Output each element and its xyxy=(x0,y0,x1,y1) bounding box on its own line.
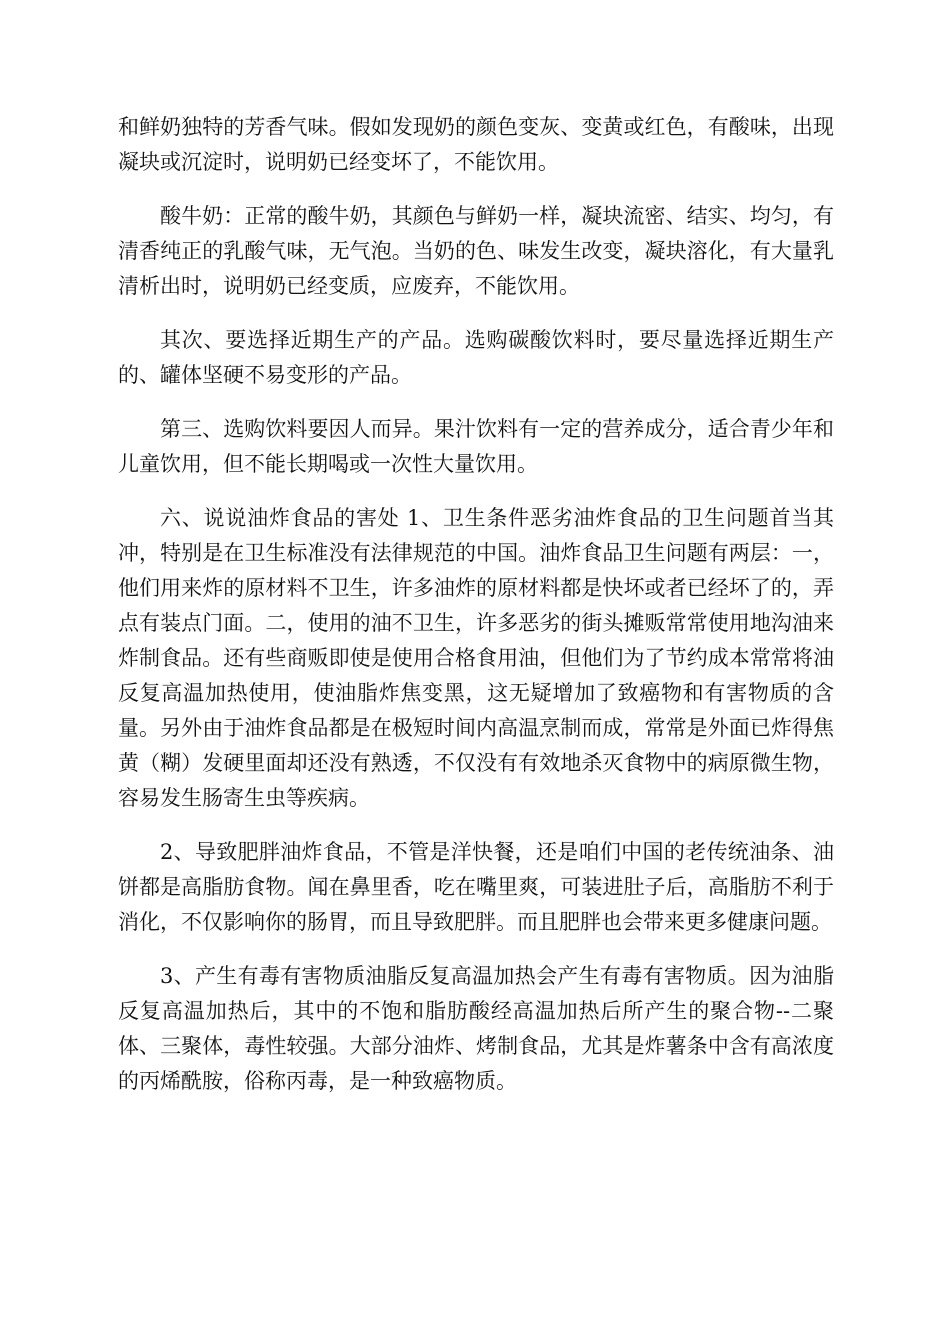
paragraph-fried-food-obesity: 2、导致肥胖油炸食品，不管是洋快餐，还是咱们中国的老传统油条、油饼都是高脂肪食物。闻在鼻里香，吃在嘴里爽，可装进肚子后，高脂肪不利于消化，不仅影响你的肠胃，而且导致肥胖。而且肥胖也会带来更多健康问题。 xyxy=(118,840,834,934)
paragraph-fresh-milk-end: 和鲜奶独特的芳香气味。假如发现奶的颜色变灰、变黄或红色，有酸味，出现凝块或沉淀时，说明奶已经变坏了，不能饮用。 xyxy=(118,115,834,174)
paragraph-third-choose-by-person: 第三、选购饮料要因人而异。果汁饮料有一定的营养成分，适合青少年和儿童饮用，但不能长期喝或一次性大量饮用。 xyxy=(118,417,834,476)
paragraph-fried-food-toxins: 3、产生有毒有害物质油脂反复高温加热会产生有毒有害物质。因为油脂反复高温加热后，其中的不饱和脂肪酸经高温加热后所产生的聚合物--二聚体、三聚体，毒性较强。大部分油炸、烤制食品，尤其是炸薯条中含有高浓度的丙烯酰胺，俗称丙毒，是一种致癌物质。 xyxy=(118,964,834,1093)
paragraph-fried-food-hygiene: 六、说说油炸食品的害处 1、卫生条件恶劣油炸食品的卫生问题首当其冲，特别是在卫生标准没有法律规范的中国。油炸食品卫生问题有两层：一，他们用来炸的原材料不卫生，许多油炸的原材料都是快坏或者已经坏了的，弄点有装点门面。二，使用的油不卫生，许多恶劣的街头摊贩常常使用地沟油来炸制食品。还有些商贩即使是使用合格食用油，但他们为了节约成本常常将油反复高温加热使用，使油脂炸焦变黑，这无疑增加了致癌物和有害物质的含量。另外由于油炸食品都是在极短时间内高温烹制而成，常常是外面已炸得焦黄（糊）发硬里面却还没有熟透，不仅没有有效地杀灭食物中的病原微生物，容易发生肠寄生虫等疾病。 xyxy=(118,506,834,810)
document-body xyxy=(118,110,834,1118)
paragraph-yogurt: 酸牛奶：正常的酸牛奶，其颜色与鲜奶一样，凝块流密、结实、均匀，有清香纯正的乳酸气味，无气泡。当奶的色、味发生改变，凝块溶化，有大量乳清析出时，说明奶已经变质，应废弃，不能饮用。 xyxy=(118,204,834,298)
paragraph-second-recent-products: 其次、要选择近期生产的产品。选购碳酸饮料时，要尽量选择近期生产的、罐体坚硬不易变形的产品。 xyxy=(118,328,834,387)
